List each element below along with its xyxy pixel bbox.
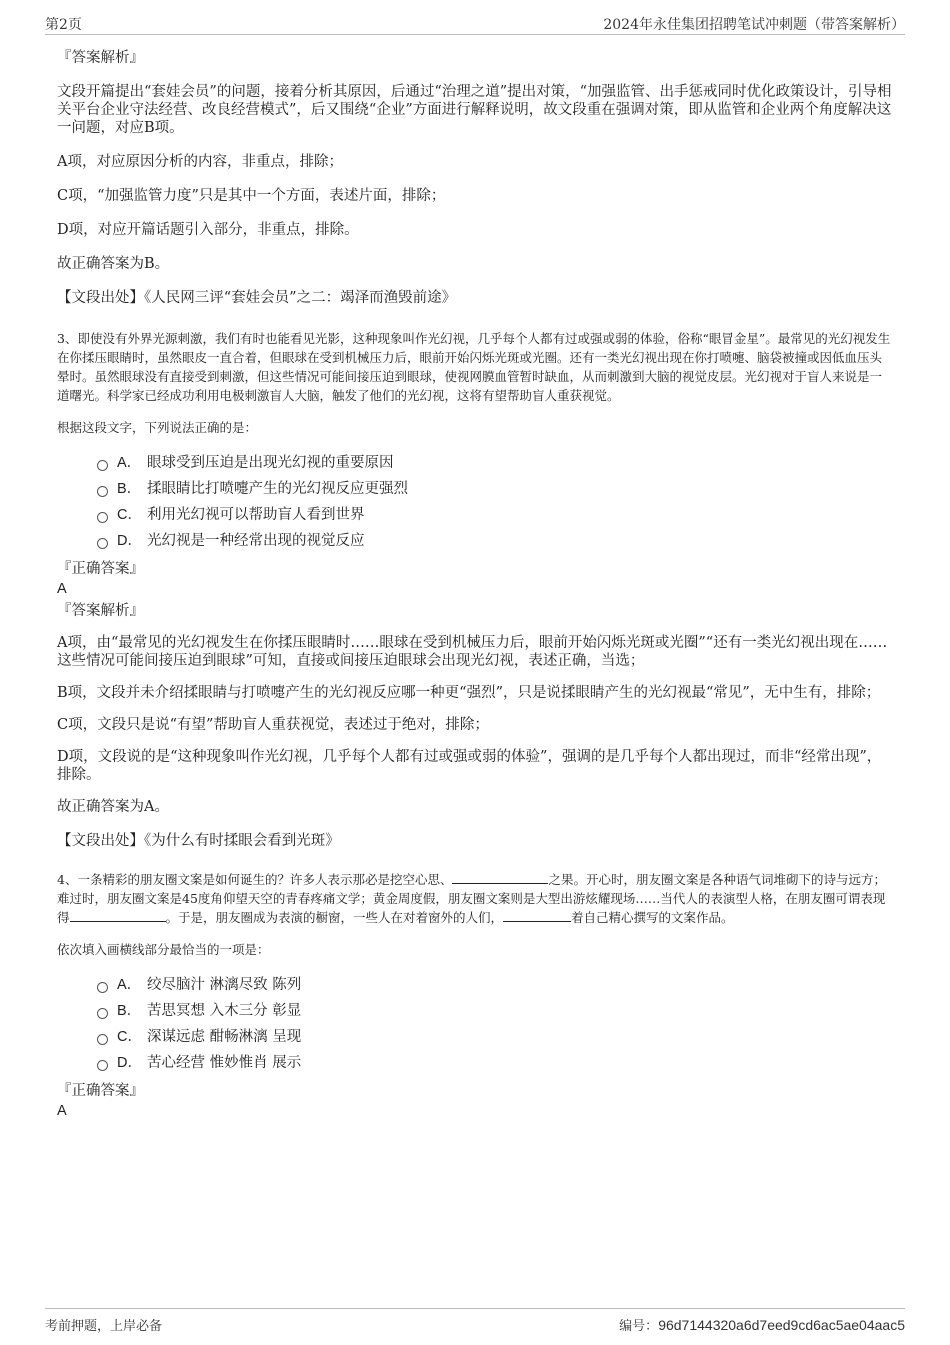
document-code: 编号：96d7144320a6d7eed9cd6ac5ae04aac5 — [619, 1317, 905, 1334]
page-number: 第2页 — [45, 17, 82, 33]
passage-source: 【文段出处】《为什么有时揉眼会看到光斑》 — [57, 833, 340, 849]
analysis-label: 『答案解析』 — [57, 50, 144, 66]
analysis-paragraph: 文段开篇提出“套娃会员”的问题，接着分析其原因，后通过“治理之道”提出对策，“加强监管、出手惩戒同时优化政策设计，引导相关平台企业守法经营、改良经营模式”，后又围绕“企业”方面进行解释说明，故文段重在强调对策，即从监管和企业两个角度解决这一问题，对应B项。 — [57, 84, 892, 136]
question-3-options — [97, 450, 892, 554]
answer-conclusion: 故正确答案为A。 — [57, 799, 169, 815]
radio-icon[interactable] — [97, 486, 108, 497]
correct-answer: A — [57, 581, 67, 597]
option-b[interactable]: B． 揉眼睛比打喷嚏产生的光幻视反应更强烈 — [97, 476, 892, 502]
radio-icon[interactable] — [97, 982, 108, 993]
radio-icon[interactable] — [97, 1008, 108, 1019]
option-c[interactable]: C． 利用光幻视可以帮助盲人看到世界 — [97, 502, 892, 528]
footer-slogan: 考前押题，上岸必备 — [45, 1319, 163, 1334]
analysis-option-c: C项，文段只是说“有望”帮助盲人重获视觉，表述过于绝对，排除； — [57, 717, 489, 733]
radio-icon[interactable] — [97, 1060, 108, 1071]
radio-icon[interactable] — [97, 538, 108, 549]
option-a[interactable]: A． 绞尽脑汁 淋漓尽致 陈列 — [97, 972, 892, 998]
analysis-option-d: D项，对应开篇话题引入部分，非重点，排除。 — [57, 222, 359, 238]
question-4-prompt: 依次填入画横线部分最恰当的一项是： — [57, 942, 270, 957]
answer-label: 『正确答案』 — [57, 561, 144, 577]
answer-conclusion: 故正确答案为B。 — [57, 256, 170, 272]
analysis-option-d: D项，文段说的是“这种现象叫作光幻视，几乎每个人都有过或强或弱的体验”，强调的是几乎每个人都出现过，而非“经常出现”，排除。 — [57, 749, 882, 783]
page-header — [45, 12, 905, 35]
blank-1 — [452, 871, 548, 884]
question-3-stem: 3、即使没有外界光源刺激，我们有时也能看见光影，这种现象叫作光幻视，几乎每个人都有过或强或弱的体验，俗称“眼冒金星”。最常见的光幻视发生在你揉压眼睛时，虽然眼皮一直合着，但眼球在受到机械压力后，眼前开始闪烁光斑或光圈。还有一类光幻视出现在你打喷嚏、脑袋被撞或因低血压头晕时。虽然眼球没有直接受到刺激，但这些情况可能间接压迫到眼球，使视网膜血管暂时缺血，从而刺激到大脑的视觉皮层。光幻视对于盲人来说是一道曙光。科学家已经成功利用电极刺激盲人大脑，触发了他们的光幻视，这将有望帮助盲人重获视觉。 — [57, 331, 891, 403]
question-3-prompt: 根据这段文字，下列说法正确的是： — [57, 420, 258, 435]
option-d[interactable]: D． 光幻视是一种经常出现的视觉反应 — [97, 528, 892, 554]
option-a[interactable]: A． 眼球受到压迫是出现光幻视的重要原因 — [97, 450, 892, 476]
option-d[interactable]: D． 苦心经营 惟妙惟肖 展示 — [97, 1050, 892, 1076]
analysis-option-c: C项，“加强监管力度”只是其中一个方面，表述片面，排除； — [57, 188, 446, 204]
analysis-label: 『答案解析』 — [57, 603, 144, 619]
page-content — [57, 45, 892, 1120]
question-4-stem: 4、一条精彩的朋友圈文案是如何诞生的？许多人表示那必是挖空心思、 之果。开心时，朋友圈文案是各种语气词堆砌下的诗与远方；难过时，朋友圈文案是45度角仰望天空的青春疼痛文学；黄金周度假，朋友圈文案则是大型出游炫耀现场……当代人的表演型人格，在朋友圈可谓表现得 。于是，朋友圈成为表演的橱窗，一些人在对着窗外的人们， 着自己精心撰写的文案作品。 — [57, 872, 886, 925]
analysis-option-b: B项，文段并未介绍揉眼睛与打喷嚏产生的光幻视反应哪一种更“强烈”，只是说揉眼睛产生的光幻视最“常见”，无中生有，排除； — [57, 685, 881, 701]
radio-icon[interactable] — [97, 512, 108, 523]
question-4-options — [97, 972, 892, 1076]
option-c[interactable]: C． 深谋远虑 酣畅淋漓 呈现 — [97, 1024, 892, 1050]
page-footer — [45, 1308, 905, 1339]
radio-icon[interactable] — [97, 1034, 108, 1045]
blank-3 — [503, 909, 571, 922]
correct-answer: A — [57, 1103, 67, 1119]
analysis-option-a: A项，对应原因分析的内容，非重点，排除； — [57, 154, 343, 170]
blank-2 — [70, 909, 166, 922]
passage-source: 【文段出处】《人民网三评“套娃会员”之二：竭泽而渔毁前途》 — [57, 290, 457, 306]
radio-icon[interactable] — [97, 460, 108, 471]
answer-label: 『正确答案』 — [57, 1083, 144, 1099]
option-b[interactable]: B． 苦思冥想 入木三分 彰显 — [97, 998, 892, 1024]
document-title: 2024年永佳集团招聘笔试冲刺题（带答案解析） — [603, 17, 905, 33]
analysis-option-a: A项，由“最常见的光幻视发生在你揉压眼睛时……眼球在受到机械压力后，眼前开始闪烁光斑或光圈”“还有一类光幻视出现在……这些情况可能间接压迫到眼球”可知，直接或间接压迫眼球会出现光幻视，表述正确，当选； — [57, 635, 888, 669]
